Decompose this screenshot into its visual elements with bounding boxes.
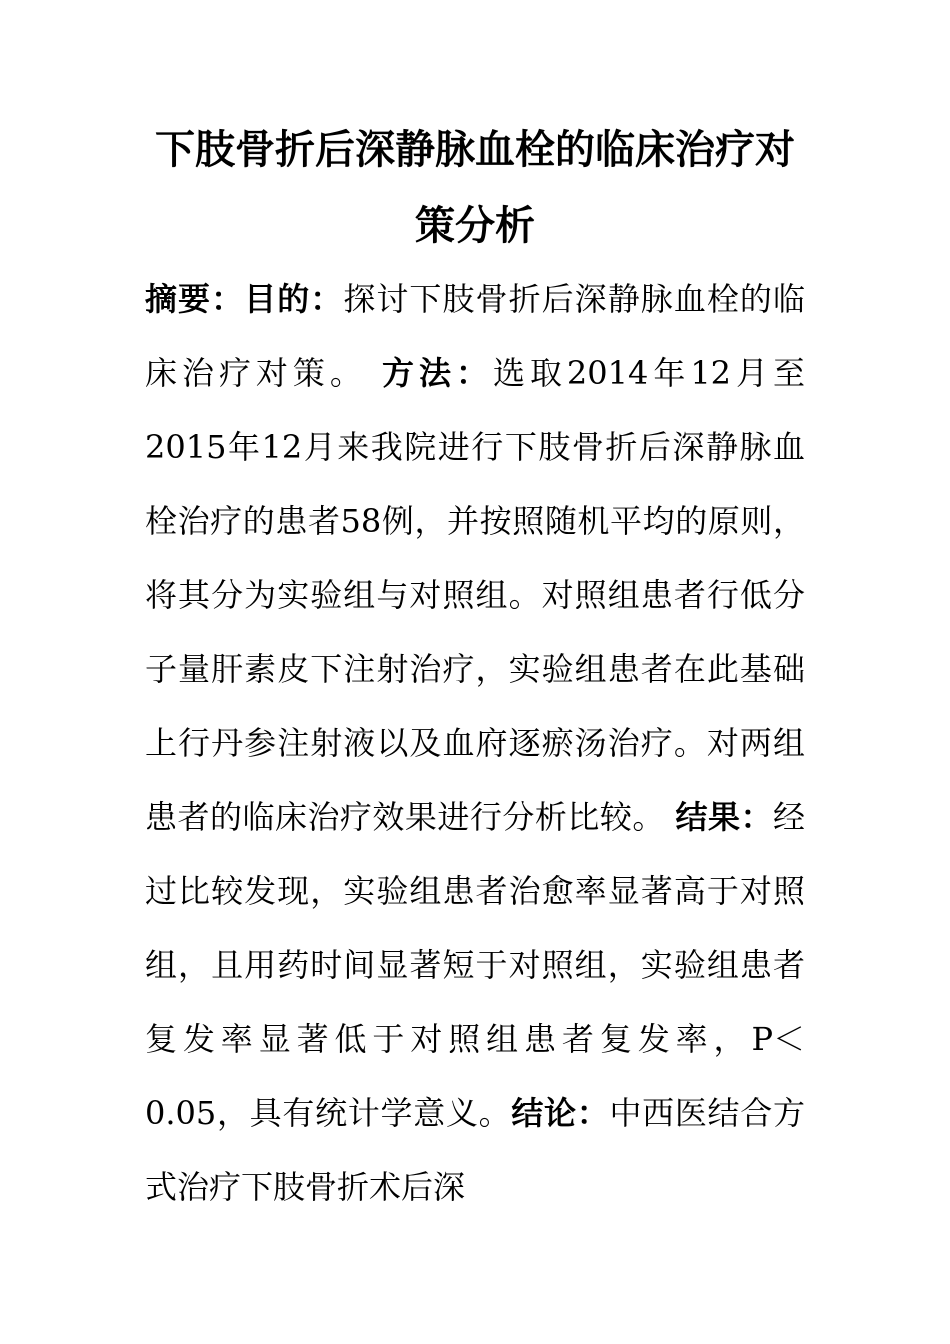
methods-text: 选取2014年12月至2015年12月来我院进行下肢骨折后深静脉血栓治疗的患者58例，并按照随机平均的原则，将其分为实验组与对照组。对照组患者行低分子量肝素皮下注射治疗，实验组患者在此基础上行丹参注射液以及血府逐瘀汤治疗。对两组患者的临床治疗效果进行分析比较。 <box>145 354 805 836</box>
objective-text: 探讨下肢骨折后深静脉血栓的临床治疗对策。 <box>145 280 805 392</box>
objective-label: 目的： <box>244 280 344 318</box>
conclusion-label: 结论： <box>511 1094 610 1132</box>
results-label: 结果： <box>675 798 773 836</box>
results-text: 经过比较发现，实验组患者治愈率显著高于对照组，且用药时间显著短于对照组，实验组患者复发率显著低于对照组患者复发率，P＜0.05，具有统计学意义。 <box>145 798 805 1132</box>
abstract-paragraph <box>145 262 805 1224</box>
methods-label: 方法： <box>382 354 493 392</box>
conclusion-text: 中西医结合方式治疗下肢骨折术后深 <box>145 1094 805 1206</box>
document-title: 下肢骨折后深静脉血栓的临床治疗对策分析 <box>155 127 795 249</box>
abstract-label: 摘要： <box>145 280 245 318</box>
